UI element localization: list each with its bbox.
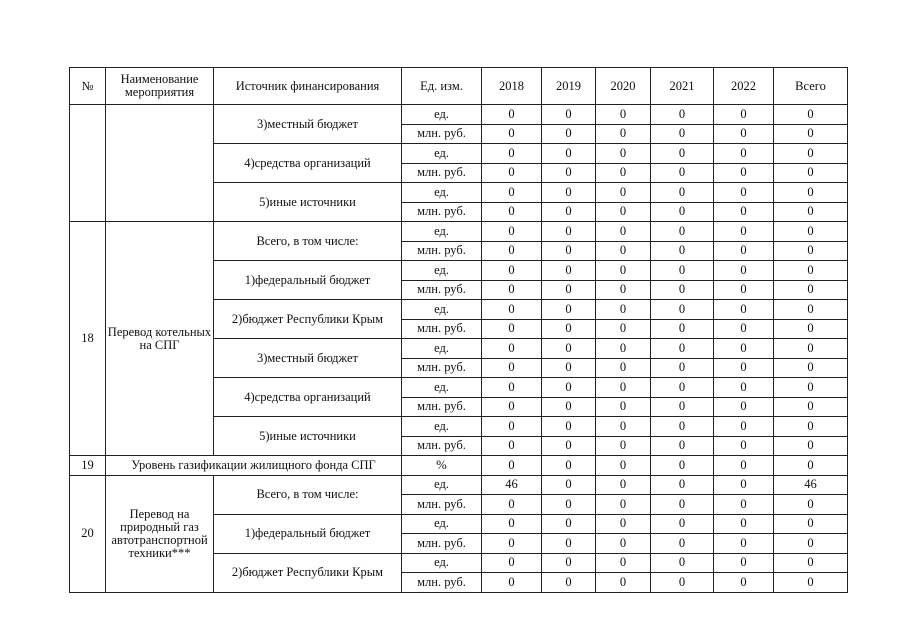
- value-cell: 0: [482, 573, 542, 593]
- value-cell: 0: [482, 553, 542, 573]
- value-cell: 0: [596, 183, 651, 203]
- value-cell: 0: [482, 358, 542, 378]
- value-cell: 0: [596, 300, 651, 320]
- value-cell: 0: [774, 514, 848, 534]
- value-cell: 0: [714, 553, 774, 573]
- value-cell: 0: [596, 436, 651, 456]
- value-cell: 0: [714, 144, 774, 164]
- value-cell: 0: [774, 163, 848, 183]
- value-cell: 0: [651, 241, 714, 261]
- value-cell: 0: [542, 202, 596, 222]
- value-cell: 0: [714, 183, 774, 203]
- funding-source-label: 5)иные источники: [214, 417, 402, 456]
- value-cell: 0: [482, 319, 542, 339]
- value-cell: 0: [482, 495, 542, 515]
- funding-source-label: 3)местный бюджет: [214, 339, 402, 378]
- value-cell: 0: [651, 495, 714, 515]
- value-cell: 0: [774, 280, 848, 300]
- unit-cell: ед.: [402, 475, 482, 495]
- unit-cell: %: [402, 456, 482, 476]
- unit-cell: млн. руб.: [402, 163, 482, 183]
- value-cell: 0: [482, 183, 542, 203]
- value-cell: 0: [596, 163, 651, 183]
- value-cell: 0: [651, 534, 714, 554]
- value-cell: 0: [482, 456, 542, 476]
- unit-cell: ед.: [402, 183, 482, 203]
- value-cell: 0: [542, 378, 596, 398]
- value-cell: 0: [596, 105, 651, 125]
- value-cell: 0: [542, 417, 596, 437]
- value-cell: 0: [542, 475, 596, 495]
- header-year-2018: 2018: [482, 68, 542, 105]
- value-cell: 0: [596, 534, 651, 554]
- value-cell: 0: [482, 397, 542, 417]
- value-cell: 0: [714, 475, 774, 495]
- value-cell: 0: [714, 378, 774, 398]
- item-number: 19: [70, 456, 106, 476]
- value-cell: 0: [774, 553, 848, 573]
- unit-cell: млн. руб.: [402, 280, 482, 300]
- value-cell: 0: [714, 202, 774, 222]
- unit-cell: ед.: [402, 553, 482, 573]
- header-year-2021: 2021: [651, 68, 714, 105]
- value-cell: 0: [714, 514, 774, 534]
- value-cell: 0: [774, 319, 848, 339]
- value-cell: 0: [542, 280, 596, 300]
- value-cell: 0: [774, 261, 848, 281]
- value-cell: 0: [774, 378, 848, 398]
- header-total: Всего: [774, 68, 848, 105]
- header-number: №: [70, 68, 106, 105]
- value-cell: 0: [482, 436, 542, 456]
- value-cell: 0: [651, 105, 714, 125]
- funding-source-label: 5)иные источники: [214, 183, 402, 222]
- value-cell: 0: [482, 280, 542, 300]
- document-page: [69, 67, 847, 593]
- funding-source-label: 1)федеральный бюджет: [214, 261, 402, 300]
- value-cell: 0: [542, 105, 596, 125]
- value-cell: 0: [651, 222, 714, 242]
- unit-cell: млн. руб.: [402, 397, 482, 417]
- value-cell: 0: [596, 397, 651, 417]
- value-cell: 0: [482, 124, 542, 144]
- value-cell: 0: [651, 397, 714, 417]
- value-cell: 0: [596, 358, 651, 378]
- value-cell: 0: [542, 163, 596, 183]
- value-cell: 0: [542, 222, 596, 242]
- funding-source-label: Всего, в том числе:: [214, 222, 402, 261]
- value-cell: 0: [542, 514, 596, 534]
- value-cell: 0: [774, 202, 848, 222]
- value-cell: 0: [542, 300, 596, 320]
- value-cell: 0: [482, 222, 542, 242]
- unit-cell: ед.: [402, 144, 482, 164]
- unit-cell: ед.: [402, 222, 482, 242]
- value-cell: 0: [651, 436, 714, 456]
- item-number: 20: [70, 475, 106, 592]
- funding-source-label: 3)местный бюджет: [214, 105, 402, 144]
- value-cell: 0: [774, 124, 848, 144]
- value-cell: 0: [482, 417, 542, 437]
- value-cell: 0: [542, 436, 596, 456]
- value-cell: 0: [596, 339, 651, 359]
- value-cell: 0: [774, 417, 848, 437]
- header-year-2020: 2020: [596, 68, 651, 105]
- value-cell: 0: [482, 202, 542, 222]
- value-cell: 0: [651, 475, 714, 495]
- value-cell: 0: [651, 573, 714, 593]
- unit-cell: ед.: [402, 261, 482, 281]
- value-cell: 0: [714, 339, 774, 359]
- value-cell: 0: [542, 261, 596, 281]
- funding-source-label: Всего, в том числе:: [214, 475, 402, 514]
- value-cell: 0: [774, 358, 848, 378]
- value-cell: 0: [774, 573, 848, 593]
- value-cell: 0: [774, 183, 848, 203]
- value-cell: 0: [596, 495, 651, 515]
- value-cell: 0: [651, 163, 714, 183]
- value-cell: 0: [651, 358, 714, 378]
- value-cell: 0: [651, 261, 714, 281]
- value-cell: 0: [596, 573, 651, 593]
- value-cell: 0: [482, 514, 542, 534]
- value-cell: 0: [542, 124, 596, 144]
- value-cell: 0: [542, 319, 596, 339]
- value-cell: 0: [596, 417, 651, 437]
- item-number: [70, 105, 106, 222]
- value-cell: 0: [596, 280, 651, 300]
- value-cell: 0: [774, 339, 848, 359]
- header-event-name: Наименование мероприятия: [106, 68, 214, 105]
- table-row: [70, 456, 848, 476]
- unit-cell: ед.: [402, 300, 482, 320]
- value-cell: 0: [714, 105, 774, 125]
- value-cell: 0: [542, 534, 596, 554]
- item-number: 18: [70, 222, 106, 456]
- value-cell: 0: [774, 534, 848, 554]
- value-cell: 0: [482, 378, 542, 398]
- table-row: [70, 105, 848, 125]
- value-cell: 0: [542, 553, 596, 573]
- unit-cell: ед.: [402, 105, 482, 125]
- value-cell: 46: [482, 475, 542, 495]
- value-cell: 0: [542, 358, 596, 378]
- value-cell: 0: [482, 339, 542, 359]
- unit-cell: млн. руб.: [402, 319, 482, 339]
- value-cell: 0: [774, 436, 848, 456]
- value-cell: 0: [714, 300, 774, 320]
- value-cell: 0: [651, 378, 714, 398]
- value-cell: 0: [482, 241, 542, 261]
- table-body: [70, 105, 848, 593]
- value-cell: 0: [774, 456, 848, 476]
- value-cell: 0: [596, 319, 651, 339]
- financing-table: [69, 67, 848, 593]
- unit-cell: млн. руб.: [402, 573, 482, 593]
- value-cell: 0: [596, 144, 651, 164]
- header-row: [70, 68, 848, 105]
- unit-cell: млн. руб.: [402, 495, 482, 515]
- value-cell: 0: [542, 339, 596, 359]
- value-cell: 0: [542, 573, 596, 593]
- value-cell: 0: [714, 222, 774, 242]
- value-cell: 0: [482, 300, 542, 320]
- value-cell: 0: [651, 339, 714, 359]
- header-funding-source: Источник финансирования: [214, 68, 402, 105]
- value-cell: 0: [714, 534, 774, 554]
- value-cell: 0: [774, 241, 848, 261]
- value-cell: 0: [774, 300, 848, 320]
- unit-cell: ед.: [402, 378, 482, 398]
- unit-cell: млн. руб.: [402, 358, 482, 378]
- value-cell: 0: [714, 261, 774, 281]
- value-cell: 0: [651, 514, 714, 534]
- item-name: Перевод на природный газ автотранспортной техники***: [106, 475, 214, 592]
- value-cell: 0: [714, 456, 774, 476]
- value-cell: 0: [542, 241, 596, 261]
- unit-cell: млн. руб.: [402, 241, 482, 261]
- value-cell: 0: [482, 534, 542, 554]
- value-cell: 0: [596, 202, 651, 222]
- funding-source-label: 2)бюджет Республики Крым: [214, 300, 402, 339]
- value-cell: 0: [714, 436, 774, 456]
- value-cell: 0: [542, 183, 596, 203]
- funding-source-label: 4)средства организаций: [214, 144, 402, 183]
- value-cell: 0: [651, 319, 714, 339]
- value-cell: 0: [774, 397, 848, 417]
- funding-source-label: 2)бюджет Республики Крым: [214, 553, 402, 592]
- value-cell: 0: [596, 222, 651, 242]
- value-cell: 0: [774, 222, 848, 242]
- value-cell: 0: [596, 378, 651, 398]
- table-row: [70, 475, 848, 495]
- value-cell: 0: [714, 495, 774, 515]
- value-cell: 0: [714, 163, 774, 183]
- unit-cell: млн. руб.: [402, 436, 482, 456]
- value-cell: 0: [714, 358, 774, 378]
- value-cell: 0: [596, 456, 651, 476]
- value-cell: 0: [596, 241, 651, 261]
- table-row: [70, 222, 848, 242]
- value-cell: 0: [542, 397, 596, 417]
- value-cell: 0: [596, 553, 651, 573]
- unit-cell: ед.: [402, 514, 482, 534]
- value-cell: 0: [596, 261, 651, 281]
- value-cell: 0: [714, 241, 774, 261]
- value-cell: 0: [482, 144, 542, 164]
- value-cell: 0: [774, 495, 848, 515]
- value-cell: 0: [596, 475, 651, 495]
- value-cell: 0: [482, 105, 542, 125]
- value-cell: 0: [651, 417, 714, 437]
- value-cell: 0: [714, 319, 774, 339]
- value-cell: 0: [651, 456, 714, 476]
- value-cell: 0: [596, 124, 651, 144]
- unit-cell: ед.: [402, 417, 482, 437]
- funding-source-label: 1)федеральный бюджет: [214, 514, 402, 553]
- value-cell: 0: [714, 397, 774, 417]
- value-cell: 0: [774, 144, 848, 164]
- value-cell: 0: [542, 144, 596, 164]
- value-cell: 0: [651, 300, 714, 320]
- value-cell: 0: [542, 456, 596, 476]
- item-name: Уровень газификации жилищного фонда СПГ: [106, 456, 402, 476]
- value-cell: 0: [714, 573, 774, 593]
- value-cell: 46: [774, 475, 848, 495]
- value-cell: 0: [651, 553, 714, 573]
- value-cell: 0: [714, 124, 774, 144]
- value-cell: 0: [482, 261, 542, 281]
- unit-cell: млн. руб.: [402, 202, 482, 222]
- value-cell: 0: [714, 280, 774, 300]
- header-year-2019: 2019: [542, 68, 596, 105]
- header-unit: Ед. изм.: [402, 68, 482, 105]
- item-name: Перевод котельных на СПГ: [106, 222, 214, 456]
- value-cell: 0: [651, 202, 714, 222]
- header-year-2022: 2022: [714, 68, 774, 105]
- unit-cell: ед.: [402, 339, 482, 359]
- value-cell: 0: [651, 124, 714, 144]
- value-cell: 0: [596, 514, 651, 534]
- value-cell: 0: [542, 495, 596, 515]
- unit-cell: млн. руб.: [402, 124, 482, 144]
- value-cell: 0: [714, 417, 774, 437]
- item-name: [106, 105, 214, 222]
- value-cell: 0: [651, 183, 714, 203]
- value-cell: 0: [774, 105, 848, 125]
- value-cell: 0: [651, 144, 714, 164]
- funding-source-label: 4)средства организаций: [214, 378, 402, 417]
- unit-cell: млн. руб.: [402, 534, 482, 554]
- value-cell: 0: [651, 280, 714, 300]
- value-cell: 0: [482, 163, 542, 183]
